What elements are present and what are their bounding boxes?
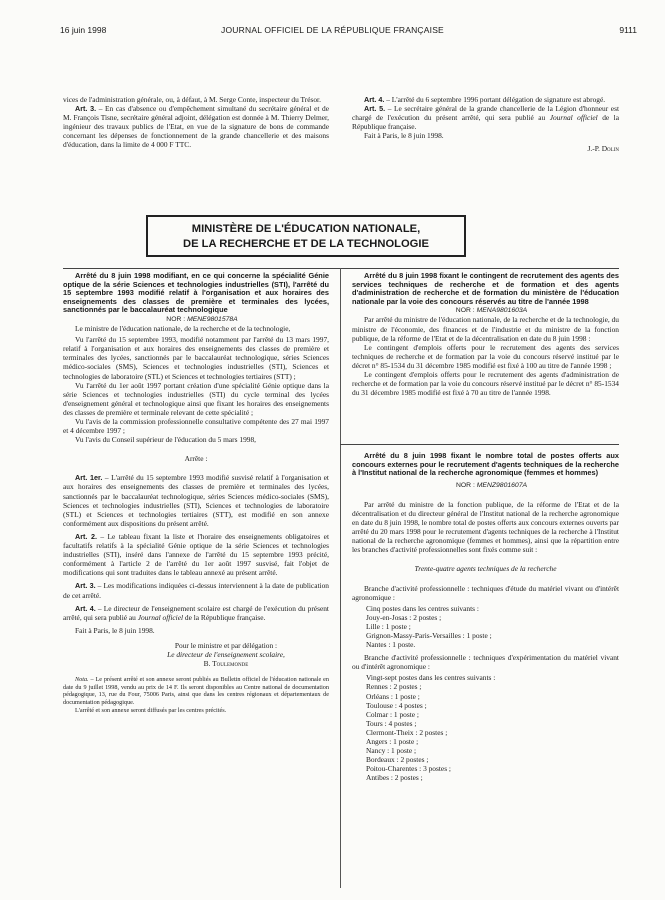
list-item: Vingt-sept postes dans les centres suivants :: [366, 673, 496, 683]
nor-reference-1: NOR : MENA9801603A: [455, 307, 528, 315]
branch-1: Branche d'activité professionnelle : techniques d'étude du matériel vivant ou d'intérêt agronomique :: [352, 583, 619, 602]
branch-2: Branche d'activité professionnelle : techniques d'expérimentation du matériel vivant ou d'intérêt agronomique :: [352, 653, 619, 672]
list-item: Nancy : 1 poste ;: [366, 746, 417, 756]
list-item: Clermont-Theix : 2 postes ;: [366, 727, 448, 737]
right-column: [352, 272, 619, 397]
list-item: Orléans : 1 poste ;: [366, 691, 420, 701]
visa-2: Vu l'arrêté du 1er août 1997 portant création d'une spécialité Génie optique dans la série Sciences et technologies industrielles (STI) du cycle terminal des lycées d'enseignement général et technologique ainsi que fixant les horaires des enseignements des classes de première et terminale relevant de cette spécialité ;: [63, 380, 329, 417]
list-item: Angers : 1 poste ;: [366, 737, 419, 747]
arrete-label: Arrête :: [184, 454, 208, 464]
list-item: Lille : 1 poste ;: [366, 621, 411, 631]
list-item: Jouy-en-Josas : 2 postes ;: [366, 612, 442, 622]
page-header: [0, 25, 665, 37]
article-5: Art. 5. – Le secrétaire général de la grande chancellerie de la Légion d'honneur est chargé de l'exécution du présent arrêté, qui sera publié au Journal officiel de la République française.: [352, 104, 619, 132]
list-item: Nantes : 1 poste.: [366, 640, 416, 650]
arrete-title-concours-reserves: Arrêté du 8 juin 1998 fixant le contingent de recrutement des agents des services techniques de recherche et de formation et des agents d'administration de recherche et de formation du ministère de l'éducation nationale par la voie des concours réservés au titre de l'année 1998: [352, 271, 619, 306]
list-item: Toulouse : 4 postes ;: [366, 700, 427, 710]
column-divider: [340, 268, 341, 888]
list-item: Bordeaux : 2 postes ;: [366, 755, 429, 765]
right-column-lower: [352, 452, 619, 783]
list-item: Poitou-Charentes : 3 postes ;: [366, 764, 451, 774]
list-item: Tours : 4 postes ;: [366, 718, 417, 728]
list-item: Antibes : 2 postes ;: [366, 773, 423, 783]
paragraph-par-arrete-2: Par arrêté du ministre de la fonction publique, de la réforme de l'Etat et de la décentralisation et du directeur général de l'Institut national de la recherche agronomique en date du 8 juin 1998, le nombre total de postes offerts aux concours externes ouverts par arrêté du 20 mars 1998 pour le recrutement d'agents techniques de la recherche à l'Institut national de la recherche agronomique (femmes et hommes), ainsi que la répartition entre les branches d'activité professionnelles sont fixés comme suit :: [352, 499, 619, 555]
paragraph-contingent-1: Le contingent d'emplois offerts pour le recrutement des agents des services techniques de recherche et de formation par la voie du concours réservé institué par le décret n° 85-1534 du 31 décembre 1985 modifié est fixé à 100 au titre de l'année 1998 ;: [352, 342, 619, 370]
signature: B. Toulemonde: [203, 659, 249, 669]
header-page-number: 9111: [619, 25, 637, 35]
fait-a-paris: Fait à Paris, le 8 juin 1998.: [364, 131, 444, 141]
article-2: Art. 2. – Le tableau fixant la liste et l'horaire des enseignements obligatoires et facultatifs relatifs à la spécialité Génie optique de la série Sciences et technologies industrielles (STI), inséré dans l'annexe de l'arrêté du 15 septembre 1993 précité, conformément à l'article 2 de l'arrêté du 1er août 1997 susvisé, fait l'objet de modifications qui sont traduites dans le tableau annexé au présent arrêté.: [63, 531, 329, 578]
right-section-rule: [340, 444, 619, 445]
nota-2: L'arrêté et son annexe seront diffusés par les centres précités.: [75, 706, 227, 714]
top-right-column: [352, 95, 619, 154]
nor-reference: NOR : MENE9801578A: [166, 315, 238, 323]
branch-1-list: [352, 604, 619, 649]
arrete-title-inra: Arrêté du 8 juin 1998 fixant le nombre total de postes offerts aux concours externes pour le recrutement d'agents techniques de la recherche à l'Institut national de la recherche agronomique (femmes et hommes): [352, 451, 619, 478]
ministry-line-1: MINISTÈRE DE L'ÉDUCATION NATIONALE,: [191, 223, 421, 235]
article-3: Art. 3. – En cas d'absence ou d'empêchement simultané du secrétaire général et de M. François Tisne, secrétaire général adjoint, délégation est donnée à M. Thierry Delmer, ingénieur des travaux publics de l'Etat, en vue de la signature de bons de commande concernant les dépenses de fonctionnement de la grande chancellerie et des maisons d'éducation, dans la limite de 4 000 F TTC.: [63, 104, 329, 150]
visa-4: Vu l'avis du Conseil supérieur de l'éducation du 5 mars 1998,: [75, 435, 256, 445]
visa-ministre: Le ministre de l'éducation nationale, de la recherche et de la technologie,: [75, 324, 291, 334]
signature: J.-P. Dolin: [587, 144, 619, 154]
article-4: Art. 4. – L'arrêté du 6 septembre 1996 portant délégation de signature est abrogé.: [364, 95, 606, 104]
visa-1: Vu l'arrêté du 15 septembre 1993, modifié notamment par l'arrêté du 13 mars 1997, relatif à l'organisation et aux horaires des enseignements des classes de première et terminales des lycées, sanctionnés par le baccalauréat technologique, séries Sciences médico-sociales (SMS), Sciences et technologies industrielles (STI), Sciences et technologies de laboratoire (STL) et Sciences et technologies tertiaires (STT) ;: [63, 335, 329, 381]
section-rule: [63, 268, 619, 269]
list-item: Colmar : 1 poste ;: [366, 709, 419, 719]
delegation-line: Pour le ministre et par délégation :: [174, 640, 278, 650]
subheading: Trente-quatre agents techniques de la recherche: [414, 564, 557, 574]
article-4: Art. 4. – Le directeur de l'enseignement scolaire est chargé de l'exécution du présent arrêté, qui sera publié au Journal officiel de la République française.: [63, 603, 329, 622]
top-left-column: [63, 95, 329, 150]
arrete-title-genie-optique: Arrêté du 8 juin 1998 modifiant, en ce qui concerne la spécialité Génie optique de la série Sciences et technologies industrielles (STI), l'arrêté du 15 septembre 1993 modifié relatif à l'organisation et aux horaires des enseignements des classes de première et terminales des lycées, sanctionnés par le baccalauréat technologique: [63, 271, 329, 315]
header-journal-title: JOURNAL OFFICIEL DE LA RÉPUBLIQUE FRANÇAISE: [221, 25, 444, 35]
ministry-heading: [146, 215, 466, 257]
ministry-line-2: DE LA RECHERCHE ET DE LA TECHNOLOGIE: [183, 238, 429, 250]
nor-reference-2: NOR : MENZ9801607A: [455, 481, 528, 489]
branch-2-list: [352, 673, 619, 782]
paragraph-par-arrete-1: Par arrêté du ministre de l'éducation nationale, de la recherche et de la technologie, du ministre de l'économie, des finances et de l'industrie et du ministre de la fonction publique, de la réforme de l'Etat et de la décentralisation en date du 8 juin 1998 :: [352, 315, 619, 343]
header-date: 16 juin 1998: [60, 25, 107, 35]
paragraph-contingent-2: Le contingent d'emplois offerts pour le recrutement des agents d'administration de recherche et de formation par la voie du concours réservé institué par le décret n° 85-1534 du 31 décembre 1985 modifié est fixé à 70 au titre de l'année 1998.: [352, 370, 619, 398]
visa-3: Vu l'avis de la commission professionnelle consultative compétente des 27 mai 1997 et 4 décembre 1997 ;: [63, 417, 329, 436]
list-item: Grignon-Massy-Paris-Versailles : 1 poste ;: [366, 631, 492, 640]
nota: Nota. – Le présent arrêté et son annexe seront publiés au Bulletin officiel de l'éducation nationale en date du 9 juillet 1998, vendu au prix de 14 F. Ils seront disponibles au Centre national de documentation pédagogique, 13, rue du Four, 75006 Paris, ainsi que dans les centres régionaux et départementaux de documentation pédagogique.: [63, 676, 329, 706]
continued-paragraph: vices de l'administration générale, ou, à défaut, à M. Serge Conte, inspecteur du Trésor.: [63, 95, 321, 104]
fait-a-paris: Fait à Paris, le 8 juin 1998.: [75, 625, 155, 635]
list-item: Cinq postes dans les centres suivants :: [366, 603, 479, 613]
list-item: Rennes : 2 postes ;: [366, 682, 422, 692]
article-3: Art. 3. – Les modifications indiquées ci-dessus interviennent à la date de publication de cet arrêté.: [63, 581, 329, 600]
directeur-line: Le directeur de l'enseignement scolaire,: [167, 649, 285, 659]
left-column: [63, 272, 329, 714]
article-1: Art. 1er. – L'arrêté du 15 septembre 1993 modifié susvisé relatif à l'organisation et aux horaires des enseignements des classes de première et terminales des lycées, sanctionnés par le baccalauréat technologique, séries Sciences médico-sociales (SMS), Sciences et technologies industrielles (STI), Sciences et technologies de laboratoire (STL) et Sciences et technologies tertiaires (STT), est modifié en son annexe conformément aux dispositions du présent arrêté.: [63, 473, 329, 528]
